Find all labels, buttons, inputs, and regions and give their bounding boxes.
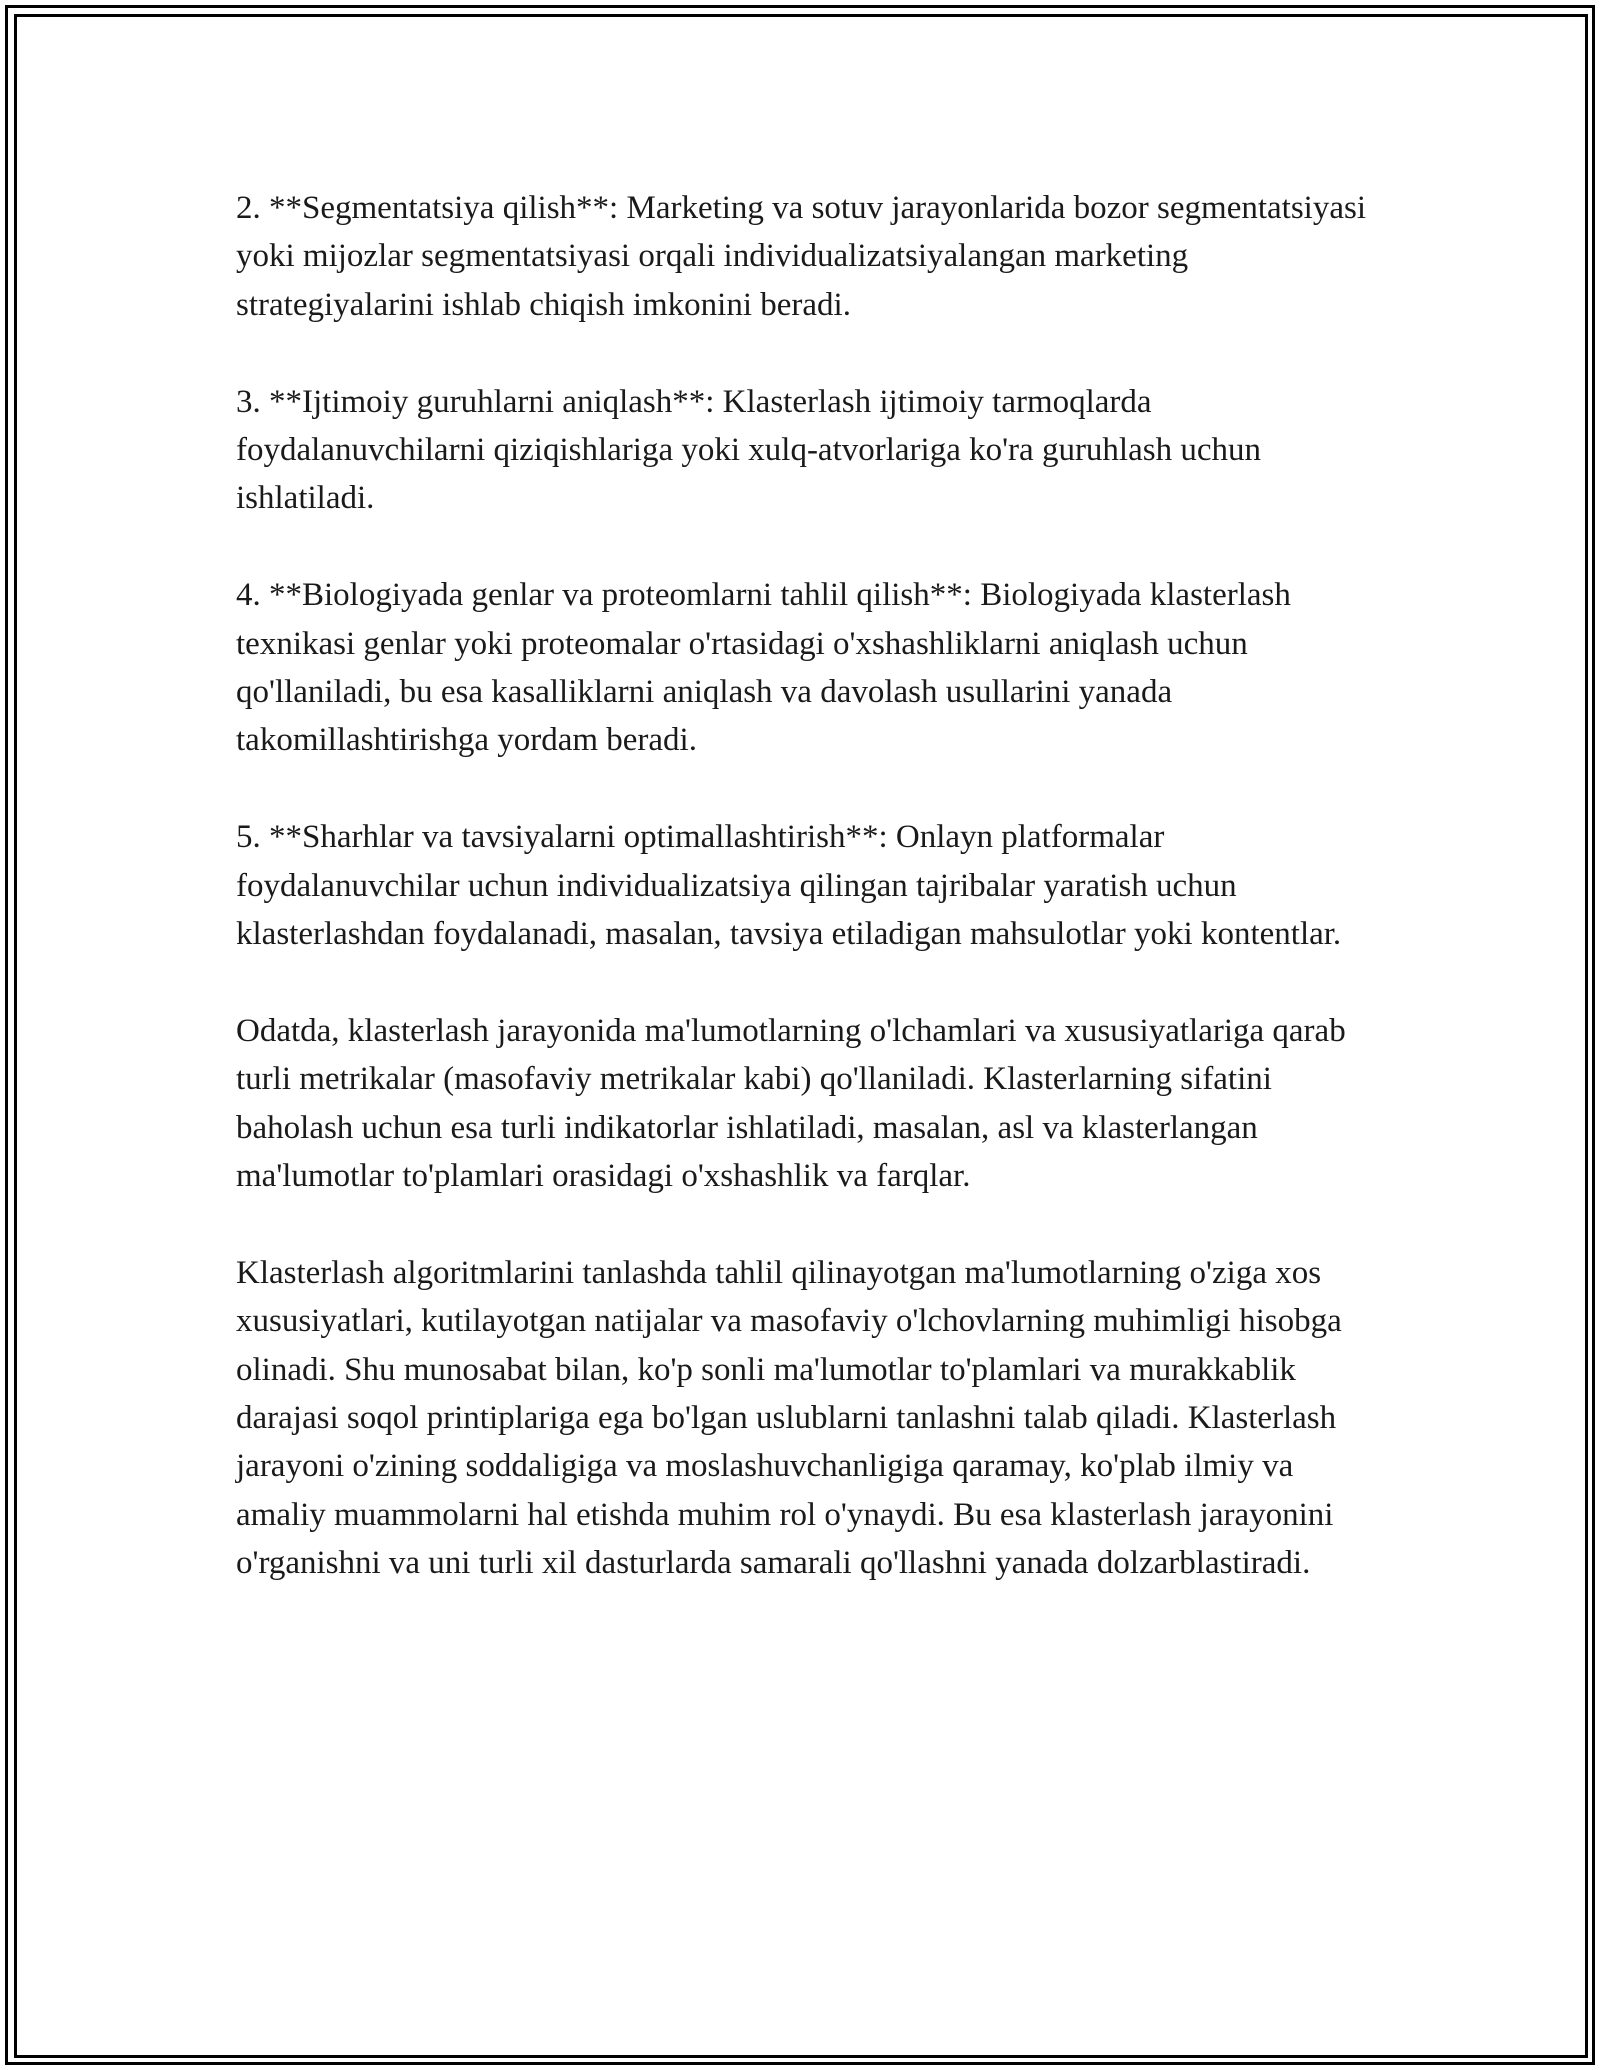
paragraph-biology: 4. **Biologiyada genlar va proteomlarni tahlil qilish**: Biologiyada klasterlash texnikasi genlar yoki proteomalar o'rtasidagi o'xshashliklarni aniqlash uchun qo'llaniladi, bu esa kasalliklarni aniqlash va davolash usullarini yanada takomillashtirishga yordam beradi. [236, 577, 1291, 759]
paragraph-algorithm-selection: Klasterlash algoritmlarini tanlashda tahlil qilinayotgan ma'lumotlarning o'ziga xos xususiyatlari, kutilayotgan natijalar va masofaviy o'lchovlarning muhimligi hisobga olinadi. Shu munosabat bilan, ko'p sonli ma'lumotlar to'plamlari va murakkablik darajasi soqol printiplariga ega bo'lgan uslublarni tanlashni talab qiladi. Klasterlash jarayoni o'zining soddaligiga va moslashuvchanligiga qaramay, ko'plab ilmiy va amaliy muammolarni hal etishda muhim rol o'ynaydi. Bu esa klasterlash jarayonini o'rganishni va uni turli xil dasturlarda samarali qo'llashni yanada dolzarblastiradi. [236, 1254, 1342, 1582]
paragraph-social-groups: 3. **Ijtimoiy guruhlarni aniqlash**: Klasterlash ijtimoiy tarmoqlarda foydalanuvchilarni qiziqishlariga yoki xulq-atvorlariga ko'ra guruhlash uchun ishlatiladi. [236, 383, 1261, 517]
document-body [236, 184, 1376, 1636]
paragraph-recommendations: 5. **Sharhlar va tavsiyalarni optimallashtirish**: Onlayn platformalar foydalanuvchilar uchun individualizatsiya qilingan tajribalar yaratish uchun klasterlashdan foydalanadi, masalan, tavsiya etiladigan mahsulotlar yoki kontentlar. [236, 819, 1342, 953]
paragraph-metrics: Odatda, klasterlash jarayonida ma'lumotlarning o'lchamlari va xususiyatlariga qarab turli metrikalar (masofaviy metrikalar kabi) qo'llaniladi. Klasterlarning sifatini baholash uchun esa turli indikatorlar ishlatiladi, masalan, asl va klasterlangan ma'lumotlar to'plamlari orasidagi o'xshashlik va farqlar. [236, 1012, 1346, 1195]
paragraph-segmentation: 2. **Segmentatsiya qilish**: Marketing va sotuv jarayonlarida bozor segmentatsiyasi yoki mijozlar segmentatsiyasi orqali individualizatsiyalangan marketing strategiyalarini ishlab chiqish imkonini beradi. [236, 190, 1367, 323]
